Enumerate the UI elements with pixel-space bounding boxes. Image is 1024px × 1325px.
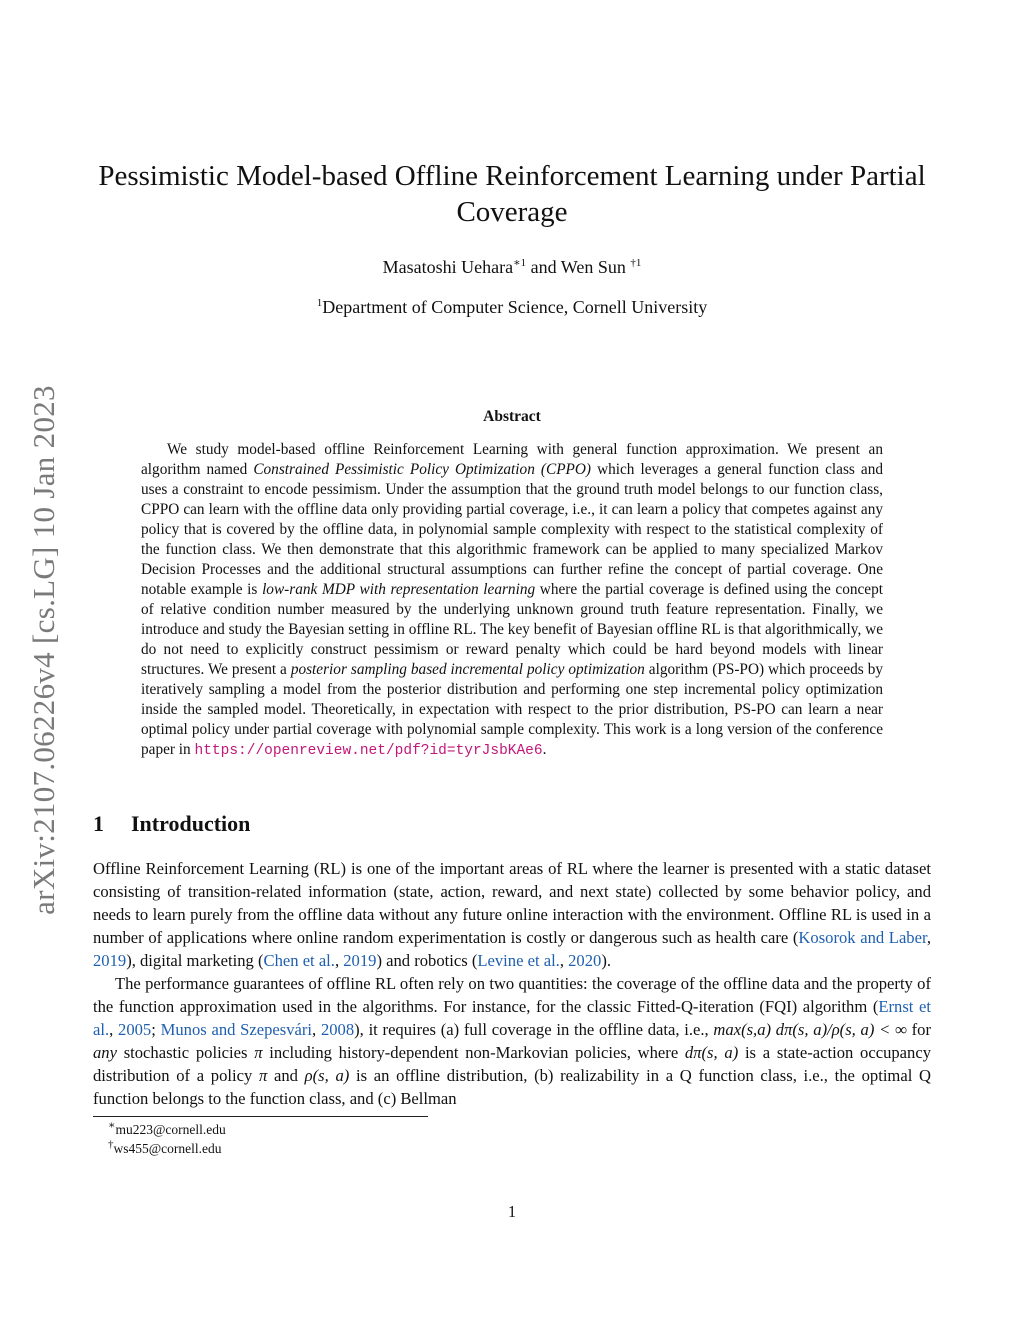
citation-link[interactable]: Chen et al. (263, 951, 335, 970)
section-heading (93, 811, 250, 837)
arxiv-identifier: arXiv:2107.06226v4 [cs.LG] 10 Jan 2023 (26, 385, 61, 915)
body-text: ), digital marketing ( (126, 951, 264, 970)
body-text: and (267, 1066, 305, 1085)
abstract-emphasis: low-rank MDP with representation learning (262, 581, 536, 598)
body-text: including history-dependent non-Markovian policies, where (262, 1043, 685, 1062)
body-text: stochastic policies (116, 1043, 255, 1062)
body-text: is a state-action occupancy distribution of a policy (93, 1043, 931, 1085)
footnote-mark: ∗ (108, 1119, 116, 1132)
abstract-text: where the partial coverage is defined using the concept of relative condition number measured by the underlying unknown ground truth feature representation. Finally, we introduce and study the Bayesian setting in offline RL. The key benefit of Bayesian offline RL is that algorithmically, we do not need to explicitly construct pessimism or reward penalty which could be hard beyond models with linear structures. We present a (141, 581, 883, 678)
affiliation (90, 297, 934, 318)
citation-year-link[interactable]: 2008 (320, 1020, 355, 1039)
abstract-text: We study model-based offline Reinforcement Learning with general function approximation. We present an algorithm named (141, 441, 883, 478)
author-conjunction: and (530, 257, 557, 277)
body-text: ) and robotics ( (376, 951, 478, 970)
math-expression: π (254, 1043, 263, 1062)
page-number: 1 (507, 1202, 517, 1221)
math-expression: dπ(s, a) (684, 1043, 739, 1062)
footnote (108, 1119, 226, 1138)
intro-paragraph-2 (93, 972, 931, 1110)
abstract-emphasis: Constrained Pessimistic Policy Optimization (CPPO) (253, 461, 592, 478)
abstract-text: . (542, 741, 547, 758)
affiliation-text: Department of Computer Science, Cornell University (322, 297, 708, 317)
author-mark: †1 (630, 257, 642, 269)
body-text: ). (601, 951, 611, 970)
affiliation-mark: 1 (316, 297, 323, 309)
footnote-mark: † (108, 1138, 114, 1151)
abstract-heading: Abstract (483, 408, 541, 425)
openreview-link[interactable]: https://openreview.net/pdf?id=tyrJsbKAe6 (194, 743, 543, 759)
citation-link[interactable]: Levine et al. (477, 951, 560, 970)
author-line (90, 257, 934, 278)
introduction-body (93, 857, 931, 1110)
citation-year-link[interactable]: 2019 (343, 951, 377, 970)
body-text: , (312, 1020, 321, 1039)
abstract-text: algorithm (PS-PO) which proceeds by iteratively sampling a model from the posterior distribution and performing one step incremental policy optimization inside the sampled model. Theoretically, in expectation with respect to the prior distribution, PS-PO can learn a near optimal policy under partial coverage with polynomial sample complexity. This work is a long version of the conference paper in (141, 661, 883, 758)
body-text: , (109, 1020, 119, 1039)
footnote-email: ws455@cornell.edu (113, 1141, 222, 1156)
footnote (108, 1138, 222, 1157)
math-expression: ρ(s, a) (304, 1066, 350, 1085)
abstract-emphasis: posterior sampling based incremental policy optimization (290, 661, 645, 678)
footnote-rule (93, 1116, 428, 1117)
citation-link[interactable]: Kosorok and Laber (798, 928, 927, 947)
author-name: Wen Sun (560, 257, 626, 277)
section-number: 1 (93, 811, 104, 836)
body-text: , (926, 928, 931, 947)
math-expression: max(s,a) dπ(s, a)/ρ(s, a) < ∞ (713, 1020, 907, 1039)
author-name: Masatoshi Uehara (382, 257, 514, 277)
body-text: , (559, 951, 569, 970)
abstract-body (141, 440, 883, 761)
body-text: , (334, 951, 344, 970)
citation-link[interactable]: Ernst et al. (93, 997, 931, 1039)
body-text: is an offline distribution, (b) realizability in a Q function class, i.e., the optimal Q function belongs to the function class, and (c) Bellman (93, 1066, 931, 1108)
citation-year-link[interactable]: 2019 (93, 951, 127, 970)
body-text: ), it requires (a) full coverage in the offline data, i.e., (354, 1020, 714, 1039)
body-text: Offline Reinforcement Learning (RL) is one of the important areas of RL where the learner is presented with a static dataset consisting of transition-related information (state, action, reward, and next state) collected by some behavior policy, and needs to learn purely from the offline data without any future online interaction with the environment. Offline RL is used in a number of applications where online random experimentation is costly or dangerous such as health care ( (93, 859, 931, 947)
body-emphasis: any (93, 1043, 117, 1062)
citation-year-link[interactable]: 2020 (568, 951, 602, 970)
citation-year-link[interactable]: 2005 (118, 1020, 152, 1039)
citation-link[interactable]: Munos and Szepesvári (160, 1020, 313, 1039)
arxiv-sidebar-stamp (14, 360, 74, 940)
paper-title: Pessimistic Model-based Offline Reinforcement Learning under Partial Coverage (98, 160, 926, 228)
intro-paragraph-1 (93, 857, 931, 972)
footnote-email: mu223@cornell.edu (115, 1122, 226, 1137)
body-text: for (906, 1020, 932, 1039)
math-expression: π (258, 1066, 268, 1085)
body-text: The performance guarantees of offline RL often rely on two quantities: the coverage of the offline data and the property of the function approximation used in the algorithms. For instance, for the classic Fitted-Q-iteration (FQI) algorithm ( (93, 974, 931, 1016)
author-mark: ∗1 (513, 257, 527, 269)
section-title: Introduction (131, 811, 251, 836)
abstract-text: which leverages a general function class and uses a constraint to encode pessimism. Under the assumption that the ground truth model belongs to our function class, CPPO can learn with the offline data only providing partial coverage, i.e., it can learn a policy that competes against any policy that is covered by the offline data, in polynomial sample complexity with respect to the statistical complexity of the function class. We then demonstrate that this algorithmic framework can be applied to many specialized Markov Decision Processes and the additional structural assumptions can further refine the concept of partial coverage. One notable example is (141, 461, 883, 598)
body-text: ; (151, 1020, 161, 1039)
